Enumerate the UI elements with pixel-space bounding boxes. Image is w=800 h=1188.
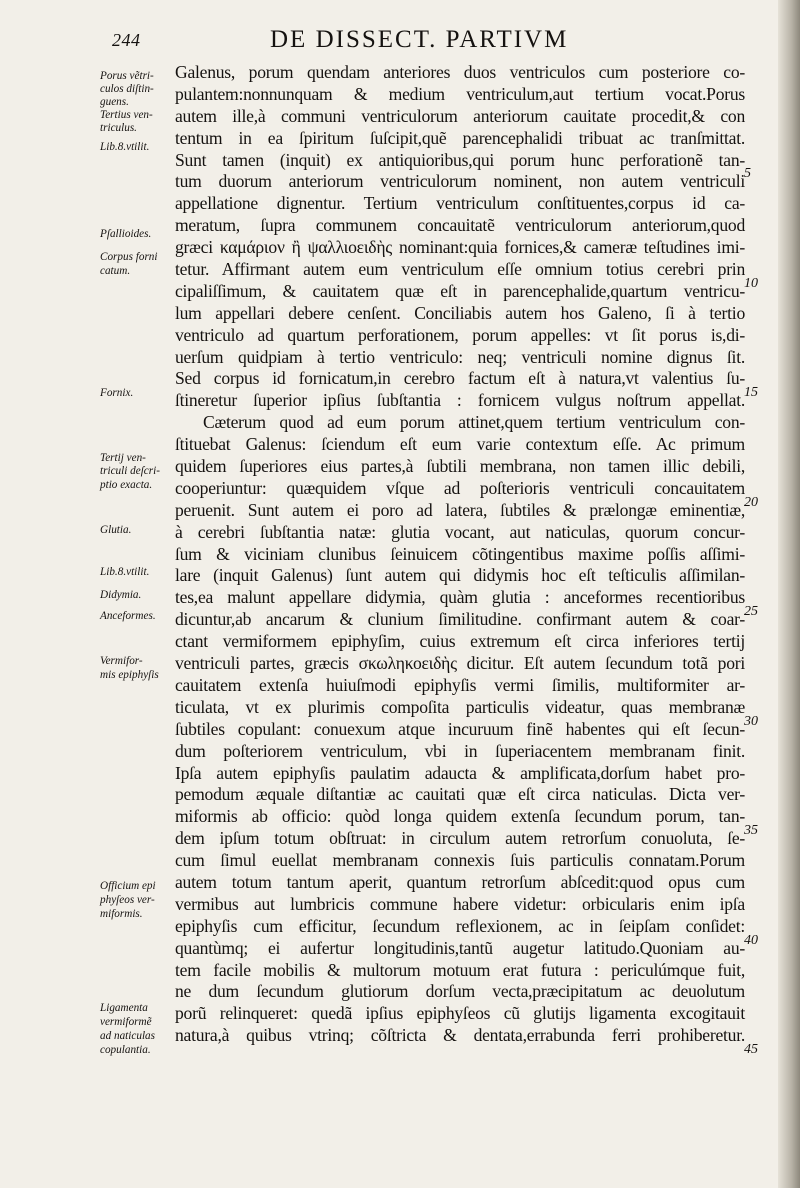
text-line: à cerebri ſubſtantia natæ: glutia vocant, aut naticulas, quorum concur- bbox=[175, 521, 745, 542]
margin-note: Porus vẽtri- bbox=[100, 70, 154, 82]
text-line: Ipſa autem epiphyſis paulatim adaucta & amplificata,dorſum habet pro- bbox=[175, 762, 745, 783]
margin-note: Tertij ven- bbox=[100, 452, 146, 464]
text-line: dum poſteriorem ventriculum, vbi in ſuperiacentem membranam finit. bbox=[175, 740, 745, 761]
margin-note: Anceformes. bbox=[100, 610, 156, 622]
text-line: meratum, ſupra communem concauitatẽ ventriculorum anteriorum,quod bbox=[175, 215, 745, 236]
text-line: ne dum ſecundum glutiorum dorſum vecta,præcipitatum ac deuolutum bbox=[175, 981, 745, 1002]
margin-note: Lib.8.vtilit. bbox=[100, 141, 150, 153]
text-line: pulantem:nonnunquam & medium ventriculum,aut tertium vocat.Porus bbox=[175, 83, 745, 104]
line-number: 30 bbox=[744, 714, 758, 729]
margin-note: Officium epi bbox=[100, 880, 156, 892]
margin-note: Tertius ven- bbox=[100, 109, 153, 121]
margin-note: copulantia. bbox=[100, 1044, 151, 1056]
text-line: lare (inquit Galenus) ſunt autem qui didymis hoc eſt teſticulis aſſimilan- bbox=[175, 565, 745, 586]
text-line: uerſum quidpiam à tertio ventriculo: neq; ventriculi nomine dignus ſit. bbox=[175, 346, 745, 367]
margin-note: vermiformẽ bbox=[100, 1016, 152, 1028]
line-number: 45 bbox=[744, 1042, 758, 1057]
margin-note: catum. bbox=[100, 265, 131, 277]
text-line: Sunt tamen (inquit) ex antiquioribus,qui porum hunc perforationẽ tan- bbox=[175, 149, 745, 170]
page-spine-shadow bbox=[778, 0, 800, 1188]
margin-note: Glutia. bbox=[100, 524, 132, 536]
margin-note: triculi deſcri- bbox=[100, 465, 160, 477]
text-line: ctant vermiformem epiphyſim, cuius extremum eſt circa inferiores tertij bbox=[175, 631, 745, 652]
margin-note: Didymia. bbox=[100, 589, 142, 601]
text-line: græci καμάριον ἢ ψαλλιοειδὴς nominant:quia fornices,& cameræ teſtudines imi- bbox=[175, 237, 745, 258]
text-line: cooperiuntur: quæquidem vſque ad poſterioris ventriculi concauitatem bbox=[175, 477, 745, 498]
line-number: 15 bbox=[744, 385, 758, 400]
body-text bbox=[175, 62, 745, 1069]
text-line: ſtituebat Galenus: ſciendum eſt eum varie contextum eſſe. Ac primum bbox=[175, 434, 745, 455]
text-line: autem totum tantum aperit, quantum retrorſum abſcedit:quod opus cum bbox=[175, 871, 745, 892]
text-line: Cæterum quod ad eum porum attinet,quem tertium ventriculum con- bbox=[203, 412, 745, 433]
margin-note: Ligamenta bbox=[100, 1002, 148, 1014]
margin-note: ptio exacta. bbox=[100, 479, 153, 491]
line-number: 35 bbox=[744, 823, 758, 838]
text-line: tes,ea malunt appellare didymia, quàm glutia : anceformes recentioribus bbox=[175, 587, 745, 608]
text-line: appellatione dignentur. Tertium ventriculum conſtituentes,corpus id ca- bbox=[175, 193, 745, 214]
line-number: 10 bbox=[744, 276, 758, 291]
text-line: autem ille,à communi ventriculorum anteriorum cauitate procedit,& con bbox=[175, 105, 745, 126]
text-line: dicuntur,ab ancarum & clunium ſimilitudine. confirmant autem & coar- bbox=[175, 609, 745, 630]
text-line: cum ſimul euellat membranam connexis ſuis particulis connatam.Porum bbox=[175, 850, 745, 871]
margin-note: Lib.8.vtilit. bbox=[100, 566, 150, 578]
margin-note: triculus. bbox=[100, 122, 137, 134]
page-number: 244 bbox=[112, 30, 141, 50]
text-line: natura,à quibus vtrinq; cõſtricta & dentata,errabunda ferri prohiberetur. bbox=[175, 1025, 745, 1046]
margin-note: Fornix. bbox=[100, 387, 134, 399]
running-title: DE DISSECT. PARTIVM bbox=[270, 26, 569, 53]
text-line: pemodum æquale diſtantiæ ac cauitati quæ eſt circa naticulas. Dicta ver- bbox=[175, 784, 745, 805]
text-line: tentum in ea ſpiritum ſuſcipit,quẽ parencephalidi tribuat ac tranſmittat. bbox=[175, 127, 745, 148]
margin-note: phyſeos ver- bbox=[100, 894, 155, 906]
margin-note: guens. bbox=[100, 96, 129, 108]
text-line: Galenus, porum quendam anteriores duos ventriculos cum posteriore co- bbox=[175, 62, 745, 82]
text-line: miformis ab officio: quòd longa quidem extenſa ſecundum porum, tan- bbox=[175, 806, 745, 827]
text-line: cauitatem extenſa huiuſmodi epiphyſis vermi ſimilis, multiformiter ar- bbox=[175, 674, 745, 695]
margin-note: miformis. bbox=[100, 908, 143, 920]
text-line: porũ relinqueret: quedã ipſius epiphyſeos cũ glutijs ligamenta excogitauit bbox=[175, 1003, 745, 1024]
line-number: 25 bbox=[744, 604, 758, 619]
text-line: ſum & viciniam clunibus ſeinuicem cõtingentibus maxime poſſis aſſimi- bbox=[175, 543, 745, 564]
margin-note: culos diſtin- bbox=[100, 83, 154, 95]
margin-note: Vermifor- bbox=[100, 655, 143, 667]
text-line: ticulata, vt ex plurimis compoſita particulis videatur, quas membranæ bbox=[175, 696, 745, 717]
text-line: ſubtiles copulant: conuexum atque incuruum finẽ habentes qui eſt ſecun- bbox=[175, 718, 745, 739]
text-line: quidem ſuperiores eius partes,à ſubtili membrana, non tamen illic debili, bbox=[175, 456, 745, 477]
margin-note: Pſallioides. bbox=[100, 228, 152, 240]
text-line: vermibus aut lumbricis commune habere videtur: orbicularis enim ipſa bbox=[175, 893, 745, 914]
text-line: epiphyſis cum efficitur, ſecundum reflexionem, ac in ſeipſam conſidet: bbox=[175, 915, 745, 936]
page-header bbox=[112, 26, 752, 56]
text-line: lum appellari debere cenſent. Conciliabis autem hos Galeno, ſi à tertio bbox=[175, 302, 745, 323]
line-number: 40 bbox=[744, 933, 758, 948]
line-number: 20 bbox=[744, 495, 758, 510]
line-number: 5 bbox=[744, 166, 751, 181]
margin-note: mis epiphyſis bbox=[100, 669, 159, 681]
text-line: cipaliſſimum, & cauitatem quæ eſt in parencephalide,quartum ventricu- bbox=[175, 280, 745, 301]
margin-note: Corpus forni bbox=[100, 251, 158, 263]
text-line: quantùmq; ei aufertur longitudinis,tantũ augetur latitudo.Quoniam au- bbox=[175, 937, 745, 958]
text-line: peruenit. Sunt autem ei poro ad latera, ſubtiles & prælongæ eminentiæ, bbox=[175, 499, 745, 520]
text-line: ſtineretur ſuperior ipſius ſubſtantia : fornicem vulgus noſtrum appellat. bbox=[175, 390, 745, 411]
text-line: tem facile mobilis & multorum motuum erat futura : periculúmque fuit, bbox=[175, 959, 745, 980]
text-line: dem ipſum totum obſtruat: in circulum autem retrorſum conuoluta, ſe- bbox=[175, 828, 745, 849]
text-line: Sed corpus id fornicatum,in cerebro factum eſt à natura,vt valentius ſu- bbox=[175, 368, 745, 389]
text-line: tum duorum anteriorum ventriculorum nominent, non autem ventriculi bbox=[175, 171, 745, 192]
margin-note: ad naticulas bbox=[100, 1030, 156, 1042]
text-line: ventriculo ad quartum perforationem, porum appelles: vt ſit porus is,di- bbox=[175, 324, 745, 345]
text-line: tetur. Affirmant autem eum ventriculum eſſe omnium totius cerebri prin bbox=[175, 259, 745, 280]
text-line bbox=[175, 1047, 745, 1069]
text-line: ventriculi partes, græcis σκωληκοειδὴς dicitur. Eſt autem ſecundum totã pori bbox=[175, 653, 745, 674]
